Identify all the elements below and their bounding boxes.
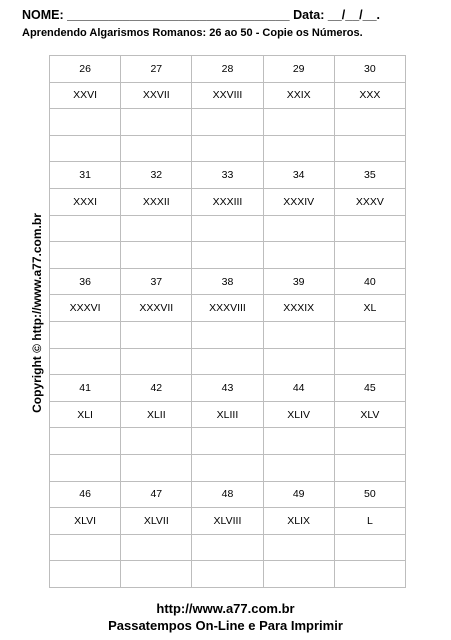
roman-cell: XLII (121, 401, 192, 428)
header-line (22, 8, 442, 22)
copy-cell[interactable] (50, 428, 121, 455)
roman-cell: XXX (334, 82, 405, 109)
arabic-cell: 36 (50, 268, 121, 295)
copy-cell[interactable] (121, 135, 192, 162)
roman-cell: XXXIX (263, 295, 334, 322)
roman-cell: XLVI (50, 508, 121, 535)
roman-cell: XXXVIII (192, 295, 263, 322)
copy-cell[interactable] (334, 215, 405, 242)
roman-cell: XLIX (263, 508, 334, 535)
roman-cell: XLVIII (192, 508, 263, 535)
copy-cell[interactable] (192, 534, 263, 561)
roman-cell: XLV (334, 401, 405, 428)
arabic-cell: 29 (263, 56, 334, 83)
copy-cell[interactable] (50, 454, 121, 481)
roman-cell: XXXIV (263, 188, 334, 215)
arabic-cell: 31 (50, 162, 121, 189)
date-blanks[interactable]: __/__/__. (327, 8, 380, 22)
roman-cell: XLVII (121, 508, 192, 535)
arabic-cell: 42 (121, 375, 192, 402)
copy-cell[interactable] (121, 215, 192, 242)
copy-row (50, 561, 406, 588)
copy-row (50, 534, 406, 561)
roman-cell: XXXIII (192, 188, 263, 215)
copy-cell[interactable] (50, 215, 121, 242)
arabic-cell: 37 (121, 268, 192, 295)
copy-cell[interactable] (263, 242, 334, 269)
roman-row (50, 295, 406, 322)
copy-cell[interactable] (263, 215, 334, 242)
copy-cell[interactable] (50, 348, 121, 375)
roman-cell: XXXV (334, 188, 405, 215)
copy-cell[interactable] (334, 321, 405, 348)
copy-cell[interactable] (192, 109, 263, 136)
arabic-row (50, 481, 406, 508)
subtitle: Aprendendo Algarismos Romanos: 26 ao 50 - Copie os Números. (22, 27, 363, 39)
copy-cell[interactable] (192, 215, 263, 242)
date-label: Data: (293, 8, 325, 22)
copy-row (50, 348, 406, 375)
arabic-cell: 40 (334, 268, 405, 295)
exercise-grid (49, 55, 406, 588)
arabic-row (50, 162, 406, 189)
copy-cell[interactable] (50, 561, 121, 588)
copy-cell[interactable] (263, 534, 334, 561)
copy-cell[interactable] (50, 534, 121, 561)
arabic-cell: 39 (263, 268, 334, 295)
copy-cell[interactable] (334, 109, 405, 136)
copy-cell[interactable] (334, 561, 405, 588)
roman-row (50, 508, 406, 535)
copy-row (50, 321, 406, 348)
copy-cell[interactable] (192, 135, 263, 162)
copy-cell[interactable] (263, 109, 334, 136)
copy-cell[interactable] (263, 454, 334, 481)
roman-cell: XXXI (50, 188, 121, 215)
copy-cell[interactable] (334, 242, 405, 269)
copy-row (50, 428, 406, 455)
roman-cell: XXXVII (121, 295, 192, 322)
name-label: NOME: (22, 8, 64, 22)
arabic-cell: 33 (192, 162, 263, 189)
copy-cell[interactable] (121, 242, 192, 269)
arabic-cell: 44 (263, 375, 334, 402)
roman-cell: XXXVI (50, 295, 121, 322)
roman-row (50, 188, 406, 215)
arabic-cell: 35 (334, 162, 405, 189)
copy-cell[interactable] (121, 428, 192, 455)
copy-row (50, 454, 406, 481)
copy-cell[interactable] (121, 534, 192, 561)
roman-cell: XXXII (121, 188, 192, 215)
copy-cell[interactable] (334, 428, 405, 455)
copy-cell[interactable] (50, 242, 121, 269)
arabic-cell: 45 (334, 375, 405, 402)
roman-cell: L (334, 508, 405, 535)
arabic-cell: 46 (50, 481, 121, 508)
copy-cell[interactable] (50, 321, 121, 348)
copy-cell[interactable] (263, 321, 334, 348)
arabic-row (50, 375, 406, 402)
roman-cell: XLIV (263, 401, 334, 428)
arabic-cell: 28 (192, 56, 263, 83)
roman-cell: XLI (50, 401, 121, 428)
arabic-cell: 50 (334, 481, 405, 508)
arabic-cell: 27 (121, 56, 192, 83)
side-copyright: Copyright © http://www.a77.com.br (30, 213, 44, 413)
copy-cell[interactable] (121, 321, 192, 348)
arabic-cell: 49 (263, 481, 334, 508)
copy-cell[interactable] (263, 348, 334, 375)
copy-row (50, 215, 406, 242)
arabic-row (50, 268, 406, 295)
copy-cell[interactable] (192, 321, 263, 348)
roman-cell: XXIX (263, 82, 334, 109)
copy-cell[interactable] (263, 428, 334, 455)
arabic-row (50, 56, 406, 83)
arabic-cell: 47 (121, 481, 192, 508)
footer-url[interactable]: http://www.a77.com.br (156, 601, 295, 616)
copy-row (50, 242, 406, 269)
roman-cell: XLIII (192, 401, 263, 428)
roman-row (50, 401, 406, 428)
name-line[interactable]: ________________________________ (67, 8, 290, 22)
arabic-cell: 30 (334, 56, 405, 83)
copy-cell[interactable] (334, 534, 405, 561)
arabic-cell: 32 (121, 162, 192, 189)
roman-cell: XL (334, 295, 405, 322)
roman-cell: XXVIII (192, 82, 263, 109)
copy-cell[interactable] (192, 348, 263, 375)
roman-cell: XXVII (121, 82, 192, 109)
copy-cell[interactable] (121, 348, 192, 375)
copy-cell[interactable] (192, 561, 263, 588)
arabic-cell: 38 (192, 268, 263, 295)
roman-row (50, 82, 406, 109)
copy-cell[interactable] (50, 135, 121, 162)
copy-cell[interactable] (192, 242, 263, 269)
copy-row (50, 135, 406, 162)
copy-cell[interactable] (192, 428, 263, 455)
arabic-cell: 43 (192, 375, 263, 402)
footer-tagline: Passatempos On-Line e Para Imprimir (108, 618, 343, 633)
copy-row (50, 109, 406, 136)
arabic-cell: 34 (263, 162, 334, 189)
copy-cell[interactable] (334, 454, 405, 481)
copy-cell[interactable] (263, 135, 334, 162)
copy-cell[interactable] (334, 348, 405, 375)
arabic-cell: 41 (50, 375, 121, 402)
arabic-cell: 26 (50, 56, 121, 83)
copy-cell[interactable] (50, 109, 121, 136)
copy-cell[interactable] (334, 135, 405, 162)
roman-cell: XXVI (50, 82, 121, 109)
arabic-cell: 48 (192, 481, 263, 508)
copy-cell[interactable] (192, 454, 263, 481)
copy-cell[interactable] (121, 561, 192, 588)
copy-cell[interactable] (263, 561, 334, 588)
copy-cell[interactable] (121, 109, 192, 136)
exercise-table (49, 55, 406, 588)
copy-cell[interactable] (121, 454, 192, 481)
